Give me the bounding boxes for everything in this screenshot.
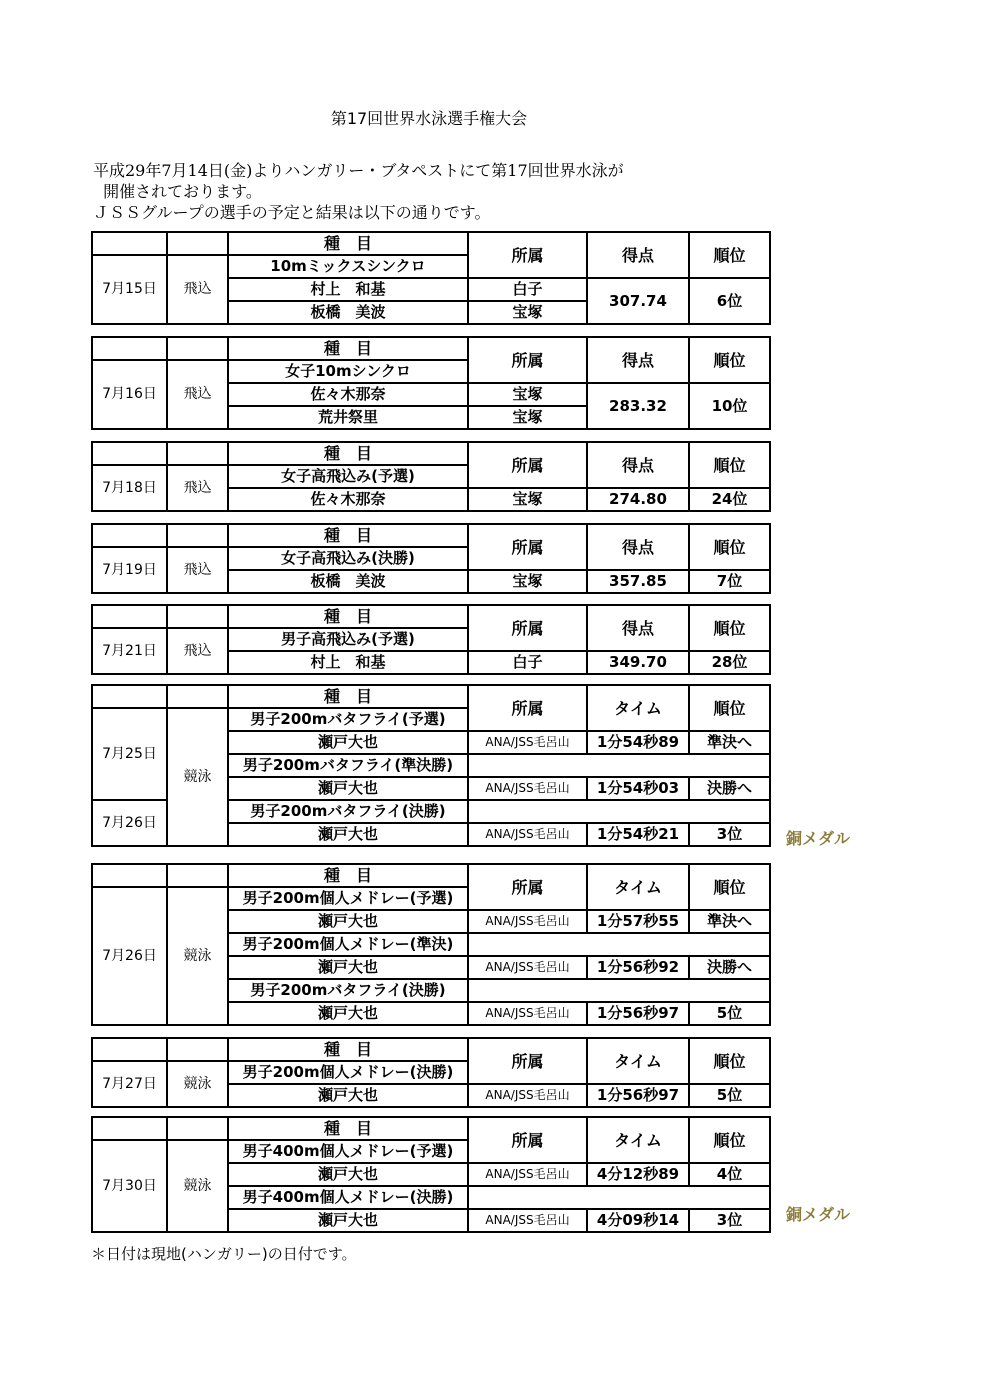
- event-cell: 女子10mシンクロ: [228, 360, 468, 383]
- event-cell: 女子高飛込み(決勝): [228, 547, 468, 570]
- affiliation-cell: ANA/JSS毛呂山: [468, 823, 587, 846]
- header-rank: 順位: [689, 685, 770, 731]
- empty-cell: [167, 524, 228, 547]
- header-rank: 順位: [689, 442, 770, 488]
- empty-cell: [468, 979, 770, 1002]
- date-cell: 7月19日: [92, 547, 167, 593]
- empty-cell: [92, 1038, 167, 1061]
- header-affiliation: 所属: [468, 337, 587, 383]
- athlete-cell: 板橋 美波: [228, 570, 468, 593]
- header-rank: 順位: [689, 232, 770, 278]
- discipline-cell: 飛込: [167, 628, 228, 674]
- header-event: 種 目: [228, 685, 468, 708]
- rank-cell: 10位: [689, 383, 770, 429]
- affiliation-cell: ANA/JSS毛呂山: [468, 1002, 587, 1025]
- empty-cell: [468, 800, 770, 823]
- rank-cell: 決勝へ: [689, 777, 770, 800]
- date-cell: 7月18日: [92, 465, 167, 511]
- intro-line: ＪＳＳグループの選手の予定と結果は以下の通りです。: [93, 203, 491, 222]
- header-affiliation: 所属: [468, 685, 587, 731]
- result-table-0721: [91, 604, 771, 675]
- affiliation-cell: ANA/JSS毛呂山: [468, 777, 587, 800]
- rank-cell: 準決へ: [689, 731, 770, 754]
- result-table-swim-0726: [91, 863, 771, 1026]
- affiliation-cell: 宝塚: [468, 488, 587, 511]
- event-cell: 男子200mバタフライ(決勝): [228, 979, 468, 1002]
- athlete-cell: 瀬戸大也: [228, 1084, 468, 1107]
- athlete-cell: 瀬戸大也: [228, 1163, 468, 1186]
- empty-cell: [92, 337, 167, 360]
- rank-cell: 5位: [689, 1002, 770, 1025]
- time-cell: 1分56秒97: [587, 1084, 689, 1107]
- time-cell: 1分54秒21: [587, 823, 689, 846]
- header-affiliation: 所属: [468, 1117, 587, 1163]
- athlete-cell: 瀬戸大也: [228, 823, 468, 846]
- header-score: 得点: [587, 605, 689, 651]
- affiliation-cell: 宝塚: [468, 383, 587, 406]
- time-cell: 1分56秒97: [587, 1002, 689, 1025]
- event-cell: 男子200mバタフライ(準決勝): [228, 754, 468, 777]
- rank-cell: 4位: [689, 1163, 770, 1186]
- header-affiliation: 所属: [468, 524, 587, 570]
- header-affiliation: 所属: [468, 1038, 587, 1084]
- header-event: 種 目: [228, 605, 468, 628]
- empty-cell: [167, 605, 228, 628]
- header-score: 得点: [587, 337, 689, 383]
- header-affiliation: 所属: [468, 605, 587, 651]
- empty-cell: [167, 1117, 228, 1140]
- event-cell: 10mミックスシンクロ: [228, 255, 468, 278]
- athlete-cell: 板橋 美波: [228, 301, 468, 324]
- header-time: タイム: [587, 1038, 689, 1084]
- event-cell: 男子400m個人メドレー(決勝): [228, 1186, 468, 1209]
- discipline-cell: 競泳: [167, 887, 228, 1025]
- intro-line: 開催されております。: [93, 182, 262, 201]
- header-affiliation: 所属: [468, 864, 587, 910]
- intro-line: 平成29年7月14日(金)よりハンガリー・ブタペストにて第17回世界水泳が: [93, 161, 624, 180]
- date-cell: 7月27日: [92, 1061, 167, 1107]
- medal-label: 銅メダル: [786, 1205, 851, 1224]
- header-rank: 順位: [689, 1117, 770, 1163]
- affiliation-cell: 宝塚: [468, 570, 587, 593]
- empty-cell: [167, 337, 228, 360]
- rank-cell: 準決へ: [689, 910, 770, 933]
- empty-cell: [92, 685, 167, 708]
- result-table-0715: [91, 231, 771, 325]
- event-cell: 男子200m個人メドレー(準決): [228, 933, 468, 956]
- header-score: 得点: [587, 524, 689, 570]
- empty-cell: [92, 442, 167, 465]
- header-event: 種 目: [228, 232, 468, 255]
- empty-cell: [167, 864, 228, 887]
- result-table-swim-0727: [91, 1037, 771, 1108]
- affiliation-cell: ANA/JSS毛呂山: [468, 956, 587, 979]
- header-score: 得点: [587, 442, 689, 488]
- rank-cell: 5位: [689, 1084, 770, 1107]
- time-cell: 1分56秒92: [587, 956, 689, 979]
- empty-cell: [92, 1117, 167, 1140]
- athlete-cell: 瀬戸大也: [228, 1002, 468, 1025]
- athlete-cell: 荒井祭里: [228, 406, 468, 429]
- header-time: タイム: [587, 685, 689, 731]
- empty-cell: [468, 1186, 770, 1209]
- event-cell: 男子高飛込み(予選): [228, 628, 468, 651]
- rank-cell: 28位: [689, 651, 770, 674]
- date-cell: 7月30日: [92, 1140, 167, 1232]
- athlete-cell: 佐々木那奈: [228, 383, 468, 406]
- affiliation-cell: ANA/JSS毛呂山: [468, 910, 587, 933]
- affiliation-cell: 宝塚: [468, 301, 587, 324]
- athlete-cell: 瀬戸大也: [228, 910, 468, 933]
- header-rank: 順位: [689, 524, 770, 570]
- empty-cell: [167, 442, 228, 465]
- time-cell: 1分57秒55: [587, 910, 689, 933]
- rank-cell: 3位: [689, 823, 770, 846]
- affiliation-cell: 白子: [468, 278, 587, 301]
- empty-cell: [167, 232, 228, 255]
- score-cell: 357.85: [587, 570, 689, 593]
- athlete-cell: 瀬戸大也: [228, 956, 468, 979]
- affiliation-cell: 白子: [468, 651, 587, 674]
- athlete-cell: 瀬戸大也: [228, 731, 468, 754]
- result-table-swim-0725: [91, 684, 771, 847]
- discipline-cell: 競泳: [167, 1061, 228, 1107]
- athlete-cell: 瀬戸大也: [228, 777, 468, 800]
- rank-cell: 24位: [689, 488, 770, 511]
- header-rank: 順位: [689, 337, 770, 383]
- empty-cell: [167, 685, 228, 708]
- event-cell: 男子200m個人メドレー(予選): [228, 887, 468, 910]
- affiliation-cell: ANA/JSS毛呂山: [468, 1084, 587, 1107]
- event-cell: 男子200m個人メドレー(決勝): [228, 1061, 468, 1084]
- empty-cell: [92, 524, 167, 547]
- header-event: 種 目: [228, 524, 468, 547]
- empty-cell: [468, 933, 770, 956]
- affiliation-cell: ANA/JSS毛呂山: [468, 1163, 587, 1186]
- event-cell: 女子高飛込み(予選): [228, 465, 468, 488]
- discipline-cell: 飛込: [167, 255, 228, 324]
- header-affiliation: 所属: [468, 232, 587, 278]
- athlete-cell: 村上 和基: [228, 278, 468, 301]
- result-table-swim-0730: [91, 1116, 771, 1233]
- header-event: 種 目: [228, 1117, 468, 1140]
- date-cell: 7月26日: [92, 887, 167, 1025]
- event-cell: 男子400m個人メドレー(予選): [228, 1140, 468, 1163]
- intro-text: [93, 160, 624, 223]
- event-cell: 男子200mバタフライ(決勝): [228, 800, 468, 823]
- event-cell: 男子200mバタフライ(予選): [228, 708, 468, 731]
- header-time: タイム: [587, 1117, 689, 1163]
- discipline-cell: 飛込: [167, 465, 228, 511]
- discipline-cell: 飛込: [167, 547, 228, 593]
- header-event: 種 目: [228, 337, 468, 360]
- header-event: 種 目: [228, 1038, 468, 1061]
- header-rank: 順位: [689, 605, 770, 651]
- date-cell: 7月25日: [92, 708, 167, 800]
- discipline-cell: 飛込: [167, 360, 228, 429]
- rank-cell: 7位: [689, 570, 770, 593]
- page-title: 第17回世界水泳選手権大会: [330, 109, 528, 128]
- empty-cell: [92, 864, 167, 887]
- result-table-0719: [91, 523, 771, 594]
- empty-cell: [167, 1038, 228, 1061]
- date-cell: 7月16日: [92, 360, 167, 429]
- result-table-0718: [91, 441, 771, 512]
- affiliation-cell: ANA/JSS毛呂山: [468, 731, 587, 754]
- time-cell: 1分54秒03: [587, 777, 689, 800]
- athlete-cell: 佐々木那奈: [228, 488, 468, 511]
- score-cell: 274.80: [587, 488, 689, 511]
- header-rank: 順位: [689, 864, 770, 910]
- score-cell: 349.70: [587, 651, 689, 674]
- rank-cell: 3位: [689, 1209, 770, 1232]
- empty-cell: [92, 232, 167, 255]
- header-time: タイム: [587, 864, 689, 910]
- time-cell: 4分12秒89: [587, 1163, 689, 1186]
- header-rank: 順位: [689, 1038, 770, 1084]
- header-affiliation: 所属: [468, 442, 587, 488]
- date-cell: 7月15日: [92, 255, 167, 324]
- date-cell: 7月21日: [92, 628, 167, 674]
- rank-cell: 決勝へ: [689, 956, 770, 979]
- date-cell: 7月26日: [92, 800, 167, 846]
- affiliation-cell: ANA/JSS毛呂山: [468, 1209, 587, 1232]
- score-cell: 307.74: [587, 278, 689, 324]
- time-cell: 1分54秒89: [587, 731, 689, 754]
- rank-cell: 6位: [689, 278, 770, 324]
- time-cell: 4分09秒14: [587, 1209, 689, 1232]
- discipline-cell: 競泳: [167, 708, 228, 846]
- empty-cell: [468, 754, 770, 777]
- header-event: 種 目: [228, 442, 468, 465]
- score-cell: 283.32: [587, 383, 689, 429]
- result-table-0716: [91, 336, 771, 430]
- athlete-cell: 村上 和基: [228, 651, 468, 674]
- footnote: ＊日付は現地(ハンガリー)の日付です。: [91, 1245, 357, 1263]
- empty-cell: [92, 605, 167, 628]
- header-event: 種 目: [228, 864, 468, 887]
- header-score: 得点: [587, 232, 689, 278]
- discipline-cell: 競泳: [167, 1140, 228, 1232]
- affiliation-cell: 宝塚: [468, 406, 587, 429]
- medal-label: 銅メダル: [786, 829, 851, 848]
- athlete-cell: 瀬戸大也: [228, 1209, 468, 1232]
